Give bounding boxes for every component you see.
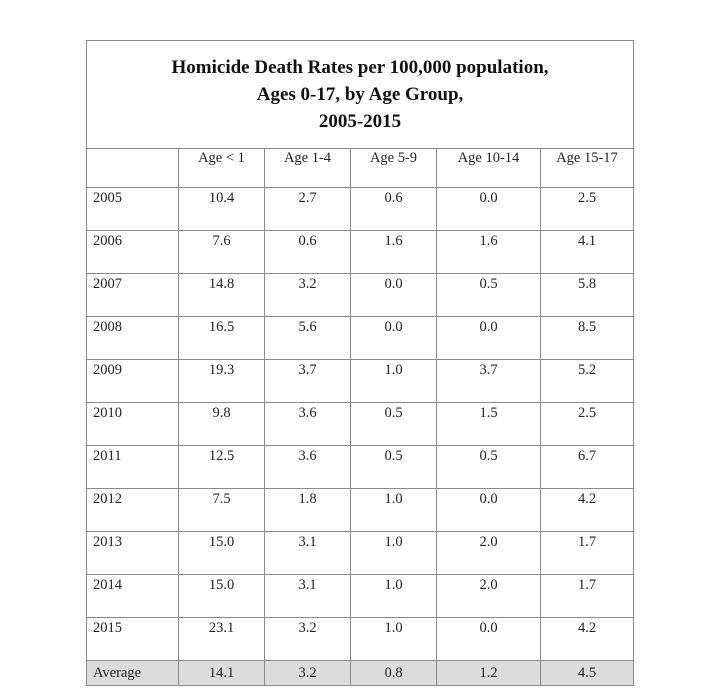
cell-year: 2015 <box>87 618 179 661</box>
table-row <box>87 188 634 231</box>
cell-age-under-1: 16.5 <box>179 317 265 360</box>
cell-age-15-17: 4.2 <box>541 489 634 532</box>
cell-age-5-9: 1.0 <box>351 360 437 403</box>
cell-age-1-4: 3.7 <box>265 360 351 403</box>
cell-age-under-1: 10.4 <box>179 188 265 231</box>
cell-age-1-4: 3.6 <box>265 403 351 446</box>
title-line-1: Homicide Death Rates per 100,000 population, <box>171 57 549 78</box>
cell-age-5-9: 1.0 <box>351 489 437 532</box>
average-age-under-1: 14.1 <box>179 661 265 686</box>
cell-year: 2011 <box>87 446 179 489</box>
column-header-age-1-4: Age 1-4 <box>265 149 351 188</box>
table-row <box>87 231 634 274</box>
cell-age-10-14: 0.5 <box>437 274 541 317</box>
cell-age-1-4: 3.6 <box>265 446 351 489</box>
cell-age-15-17: 2.5 <box>541 188 634 231</box>
table-row <box>87 575 634 618</box>
column-header-row <box>87 149 634 188</box>
table-row <box>87 446 634 489</box>
column-header-age-15-17: Age 15-17 <box>541 149 634 188</box>
cell-age-under-1: 15.0 <box>179 532 265 575</box>
cell-age-10-14: 2.0 <box>437 532 541 575</box>
table-row <box>87 532 634 575</box>
table-row <box>87 403 634 446</box>
cell-age-10-14: 2.0 <box>437 575 541 618</box>
cell-age-10-14: 3.7 <box>437 360 541 403</box>
cell-age-15-17: 2.5 <box>541 403 634 446</box>
cell-age-10-14: 0.5 <box>437 446 541 489</box>
cell-age-5-9: 0.5 <box>351 403 437 446</box>
cell-age-15-17: 1.7 <box>541 532 634 575</box>
cell-age-5-9: 1.0 <box>351 575 437 618</box>
cell-age-under-1: 15.0 <box>179 575 265 618</box>
cell-age-10-14: 0.0 <box>437 188 541 231</box>
homicide-rates-table <box>86 40 634 686</box>
cell-age-5-9: 1.6 <box>351 231 437 274</box>
cell-age-1-4: 5.6 <box>265 317 351 360</box>
cell-age-10-14: 0.0 <box>437 317 541 360</box>
cell-age-under-1: 19.3 <box>179 360 265 403</box>
title-row <box>87 41 634 149</box>
average-age-10-14: 1.2 <box>437 661 541 686</box>
cell-age-15-17: 1.7 <box>541 575 634 618</box>
cell-age-15-17: 5.8 <box>541 274 634 317</box>
cell-age-15-17: 8.5 <box>541 317 634 360</box>
cell-year: 2005 <box>87 188 179 231</box>
table-row <box>87 317 634 360</box>
column-header-blank <box>87 149 179 188</box>
cell-age-5-9: 0.0 <box>351 317 437 360</box>
cell-age-under-1: 9.8 <box>179 403 265 446</box>
cell-age-15-17: 6.7 <box>541 446 634 489</box>
cell-age-under-1: 12.5 <box>179 446 265 489</box>
cell-age-1-4: 3.2 <box>265 274 351 317</box>
cell-age-10-14: 0.0 <box>437 489 541 532</box>
title-line-2: Ages 0-17, by Age Group, <box>256 84 464 105</box>
cell-age-under-1: 7.5 <box>179 489 265 532</box>
cell-age-10-14: 0.0 <box>437 618 541 661</box>
title-line-3: 2005-2015 <box>318 111 402 132</box>
cell-age-10-14: 1.5 <box>437 403 541 446</box>
cell-age-15-17: 5.2 <box>541 360 634 403</box>
cell-age-5-9: 0.6 <box>351 188 437 231</box>
cell-year: 2008 <box>87 317 179 360</box>
cell-age-1-4: 2.7 <box>265 188 351 231</box>
cell-age-under-1: 14.8 <box>179 274 265 317</box>
table-title <box>87 41 634 149</box>
average-age-5-9: 0.8 <box>351 661 437 686</box>
cell-year: 2014 <box>87 575 179 618</box>
average-label: Average <box>87 661 179 686</box>
cell-age-15-17: 4.1 <box>541 231 634 274</box>
cell-year: 2012 <box>87 489 179 532</box>
column-header-age-10-14: Age 10-14 <box>437 149 541 188</box>
column-header-age-under-1: Age < 1 <box>179 149 265 188</box>
cell-age-15-17: 4.2 <box>541 618 634 661</box>
cell-age-5-9: 0.0 <box>351 274 437 317</box>
cell-age-1-4: 3.1 <box>265 532 351 575</box>
cell-age-5-9: 1.0 <box>351 532 437 575</box>
cell-age-1-4: 1.8 <box>265 489 351 532</box>
cell-age-1-4: 3.2 <box>265 618 351 661</box>
cell-age-1-4: 0.6 <box>265 231 351 274</box>
column-header-age-5-9: Age 5-9 <box>351 149 437 188</box>
cell-age-under-1: 7.6 <box>179 231 265 274</box>
cell-year: 2006 <box>87 231 179 274</box>
average-age-1-4: 3.2 <box>265 661 351 686</box>
cell-age-5-9: 0.5 <box>351 446 437 489</box>
cell-year: 2013 <box>87 532 179 575</box>
table-row <box>87 274 634 317</box>
cell-age-5-9: 1.0 <box>351 618 437 661</box>
cell-year: 2009 <box>87 360 179 403</box>
cell-year: 2007 <box>87 274 179 317</box>
cell-year: 2010 <box>87 403 179 446</box>
table-row <box>87 489 634 532</box>
average-age-15-17: 4.5 <box>541 661 634 686</box>
average-row <box>87 661 634 686</box>
table-row <box>87 360 634 403</box>
cell-age-under-1: 23.1 <box>179 618 265 661</box>
cell-age-10-14: 1.6 <box>437 231 541 274</box>
cell-age-1-4: 3.1 <box>265 575 351 618</box>
table-row <box>87 618 634 661</box>
